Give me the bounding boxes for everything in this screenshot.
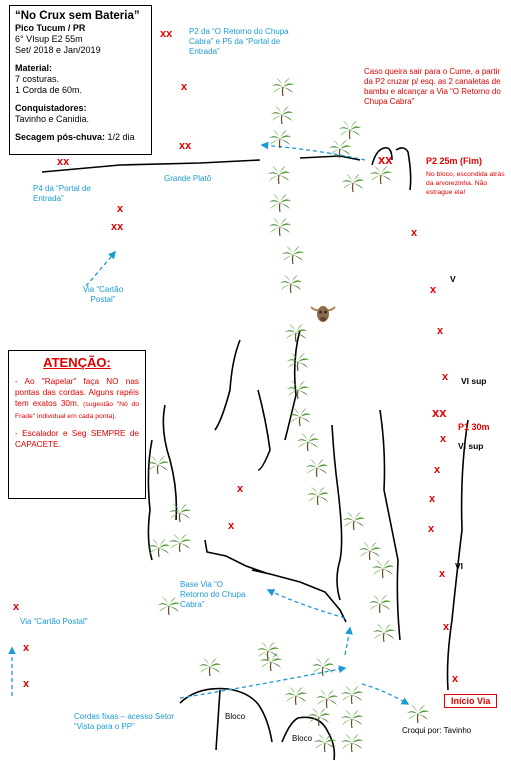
bolt-mark: x: [23, 642, 30, 654]
label-p4-portal: P4 da “Portal de Entrada”: [33, 184, 91, 203]
label-p2-retorno: P2 da “O Retorno do Chupa Cabra” e P5 da “Portal de Entrada”: [189, 27, 289, 56]
material-item: 7 costuras.: [15, 74, 60, 84]
warning-rappel-text: - Ao "Rapelar" faça NO nas pontas das cordas. Alguns rapéis tem exatos 30m.: [15, 377, 139, 408]
anchor-mark: xx: [57, 156, 70, 168]
grade-label: V: [450, 274, 456, 284]
cow-skull-icon: [311, 306, 335, 322]
bolt-mark: x: [237, 483, 244, 495]
label-base-via: Base Via “O Retorno do Chupa Cabra”: [180, 580, 246, 609]
warning-rappel-suggestion: (sugestão "Nó do Frade" individual em cada ponta).: [15, 401, 140, 420]
material-item: 1 Corda de 60m.: [15, 85, 83, 95]
warning-title: ATENÇÃO:: [43, 355, 111, 370]
route-grade: 6° VIsup E2 55m: [15, 34, 83, 44]
material-label: Material:: [15, 63, 53, 73]
bolt-mark: x: [442, 371, 449, 383]
label-via-cartao-mid: Via “Cartão Postal”: [82, 285, 124, 304]
anchor-mark: xx: [179, 140, 192, 152]
bolt-mark: x: [23, 678, 30, 690]
label-caso-queira: Caso queira sair para o Cume, a partir da P2 cruzar p/ esq. as 2 canaletas de bambu e alcançar a Via “O Retorno do Chupa Cabra”: [364, 67, 501, 106]
label-grande-plato: Grande Platô: [164, 174, 212, 183]
grade-label: VI sup: [458, 441, 484, 451]
bolt-mark: x: [434, 464, 441, 476]
label-p1: P1 30m: [458, 422, 490, 432]
bolt-mark: x: [439, 568, 446, 580]
bolt-mark: x: [429, 493, 436, 505]
anchor-mark: xx: [378, 152, 393, 167]
route-location: Pico Tucum / PR: [15, 23, 86, 33]
label-bloco-2: Bloco: [292, 734, 313, 743]
warning-box: [8, 350, 146, 499]
route-info-box: [9, 5, 152, 155]
conquerors-label: Conquistadores:: [15, 103, 87, 113]
bolt-mark: x: [437, 325, 444, 337]
bolt-mark: x: [440, 433, 447, 445]
grade-label: VI: [455, 561, 464, 571]
route-dates: Set/ 2018 e Jan/2019: [15, 45, 101, 55]
grade-label: VI sup: [461, 376, 487, 386]
label-bloco-note: No bloco, escondida atrás da arvorezinha. Não estrague ela!: [426, 171, 505, 196]
anchor-mark: xx: [432, 405, 447, 420]
bolt-mark: x: [228, 520, 235, 532]
bolt-mark: x: [428, 523, 435, 535]
drying-label: Secagem pós-chuva:: [15, 132, 106, 142]
bolt-mark: x: [117, 203, 124, 215]
bolt-mark: x: [430, 284, 437, 296]
conquerors-names: Tavinho e Canidia.: [15, 114, 90, 124]
label-croqui: Croqui por: Tavinho: [402, 726, 472, 735]
bolt-mark: x: [411, 227, 418, 239]
label-bloco-1: Bloco: [225, 712, 246, 721]
label-cordas-fixas: Cordas fixas – acesso Setor “Vista para o PP”: [74, 712, 175, 731]
label-via-cartao-left: Via “Cartão Postal”: [20, 617, 88, 626]
bolt-mark: x: [452, 673, 459, 685]
bolt-mark: x: [13, 601, 20, 613]
label-p2-fim: P2 25m (Fim): [426, 156, 483, 166]
route-title: “No Crux sem Bateria”: [15, 10, 140, 22]
drying-value: 1/2 dia: [107, 132, 135, 142]
label-inicio-via: Início Via: [444, 694, 497, 708]
anchor-mark: xx: [160, 28, 173, 40]
warning-helmet-text: - Escalador e Seg SEMPRE de CAPACETE.: [15, 429, 139, 449]
bolt-mark: x: [181, 81, 188, 93]
anchor-mark: xx: [111, 221, 124, 233]
bolt-mark: x: [443, 621, 450, 633]
